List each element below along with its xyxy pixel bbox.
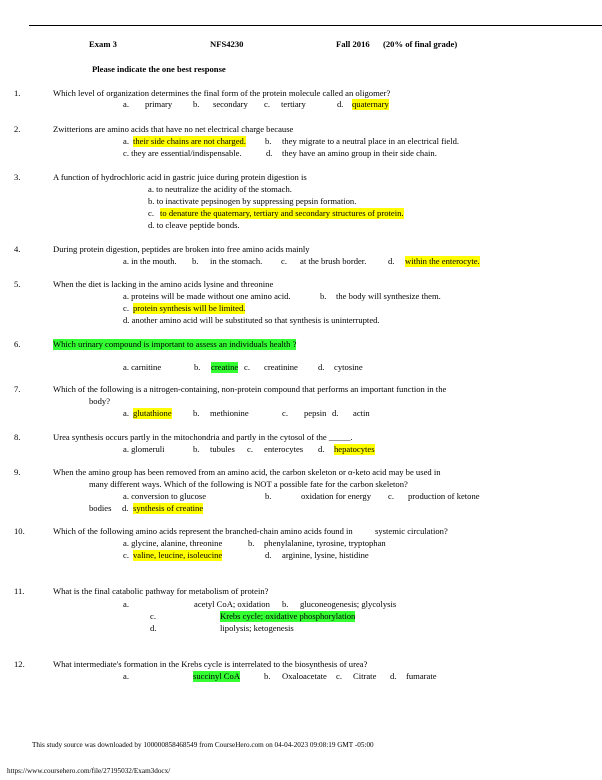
question-stem: Which level of organization determines the final form of the protein molecule called an oligomer? [53,88,391,98]
question-stem: What intermediate's formation in the Krebs cycle is interrelated to the biosynthesis of urea? [53,659,368,669]
option-d-answer-highlight: hepatocytes [334,444,375,454]
option-b: oxidation for energy [301,491,372,501]
option-b: phenylalanine, tyrosine, tryptophan [264,538,386,548]
question-stem: When the diet is lacking in the amino acids lysine and threonine [53,279,274,289]
option-b-letter: b. [194,362,201,372]
question-number: 10. [14,526,25,536]
option-d-letter: d. [266,148,273,158]
question-stem-continued: body? [89,396,111,406]
option-b: methionine [210,408,249,418]
option-a-letter: a. [123,671,129,681]
option-b-letter: b. [193,408,200,418]
course-code: NFS4230 [210,39,244,49]
option-a: acetyl CoA; oxidation [194,599,270,609]
option-d-letter: d. [332,408,339,418]
option-d-answer-highlight: quaternary [352,99,389,109]
option-d: fumarate [406,671,437,681]
option-b: b. to inactivate pepsinogen by suppressing pepsin formation. [148,196,357,206]
header-rule [29,25,602,26]
question-stem: Which of the following amino acids represent the branched-chain amino acids found in [53,526,353,536]
question-number: 12. [14,659,25,669]
option-c-letter: c. [244,362,250,372]
option-b-letter: b. [320,291,327,301]
option-b-letter: b. [264,671,271,681]
option-b: Oxaloacetate [282,671,327,681]
question-number: 2. [14,124,21,134]
option-c: tertiary [281,99,306,109]
option-d-letter: d. [388,256,395,266]
option-b-letter: b. [192,256,199,266]
question-number: 4. [14,244,21,254]
option-d: lipolysis; ketogenesis [220,623,294,633]
option-c-answer-highlight: protein synthesis will be limited. [133,303,246,313]
term: Fall 2016 [336,39,370,49]
option-d: arginine, lysine, histidine [282,550,369,560]
option-c: Citrate [353,671,377,681]
option-a-letter: a. [123,99,129,109]
option-d-letter: d. [122,503,129,513]
option-a: a. carnitine [123,362,162,372]
option-a: a. conversion to glucose [123,491,207,501]
question-number: 3. [14,172,21,182]
option-a: a. proteins will be made without one amino acid. [123,291,291,301]
option-c: at the brush border. [300,256,367,266]
exam-title: Exam 3 [89,39,117,49]
option-a: a. to neutralize the acidity of the stomach. [148,184,292,194]
option-d-answer-highlight: synthesis of creatine [133,503,204,513]
option-c-letter: c. [150,611,156,621]
question-number: 1. [14,88,21,98]
question-stem-tail: systemic circulation? [375,526,448,536]
option-c-letter: c. [123,550,129,560]
option-c: c. they are essential/indispensable. [123,148,242,158]
option-a: primary [145,99,173,109]
grade-weight: (20% of final grade) [383,39,458,49]
option-d: actin [353,408,370,418]
question-stem: When the amino group has been removed from an amino acid, the carbon skeleton or α-keto acid may be used in [53,467,441,477]
option-b: tubules [210,444,235,454]
option-c-answer-highlight: Krebs cycle; oxidative phosphorylation [220,611,356,621]
option-b-letter: b. [265,491,272,501]
option-a: a. glomeruli [123,444,165,454]
option-c: pepsin [304,408,327,418]
question-stem: During protein digestion, peptides are broken into free amino acids mainly [53,244,310,254]
option-d: they have an amino group in their side chain. [282,148,437,158]
option-a-letter: a. [123,408,129,418]
option-d: d. to cleave peptide bonds. [148,220,240,230]
question-number: 9. [14,467,21,477]
option-b: in the stomach. [210,256,263,266]
option-c-letter: c. [148,208,154,218]
option-c-answer-highlight: valine, leucine, isoleucine [133,550,223,560]
option-a: a. in the mouth. [123,256,177,266]
question-number: 11. [14,586,25,596]
option-b-letter: b. [265,136,272,146]
question-number: 8. [14,432,21,442]
instruction: Please indicate the one best response [92,64,226,74]
question-number: 5. [14,279,21,289]
option-c: production of ketone [408,491,480,501]
option-b-letter: b. [248,538,255,548]
question-stem-highlight: Which urinary compound is important to assess an individuals health ? [53,339,297,349]
question-stem: Urea synthesis occurs partly in the mitochondria and partly in the cytosol of the _____. [53,432,353,442]
option-c-letter: c. [282,408,288,418]
question-stem: A function of hydrochloric acid in gastric juice during protein digestion is [53,172,307,182]
question-number: 6. [14,339,21,349]
source-url[interactable]: https://www.coursehero.com/file/27195032/Exam3docx/ [7,767,171,775]
question-stem: Which of the following is a nitrogen-containing, non-protein compound that performs an important function in the [53,384,447,394]
option-c-letter: c. [264,99,270,109]
option-c-letter: c. [388,491,394,501]
question-stem: What is the final catabolic pathway for metabolism of protein? [53,586,269,596]
option-b: the body will synthesize them. [336,291,441,301]
option-a-answer-highlight: glutathione [133,408,172,418]
option-c-letter: c. [247,444,253,454]
option-b: secondary [213,99,248,109]
option-d-letter: d. [265,550,272,560]
option-c-answer-highlight: to denature the quaternary, tertiary and secondary structures of protein. [160,208,404,218]
option-b-letter: b. [282,599,289,609]
option-d-letter: d. [318,362,325,372]
option-a-letter: a. [123,599,129,609]
option-c-continued: bodies [89,503,112,513]
question-number: 7. [14,384,21,394]
option-d-letter: d. [390,671,397,681]
option-a-letter: a. [123,136,129,146]
option-b-letter: b. [193,444,200,454]
option-b-letter: b. [193,99,200,109]
option-d: d. another amino acid will be substituted so that synthesis is uninterrupted. [123,315,380,325]
option-a-answer-highlight: their side chains are not charged. [133,136,246,146]
option-b-answer-highlight: creatine [211,362,239,372]
option-d-letter: d. [318,444,325,454]
option-d-letter: d. [337,99,344,109]
option-b: they migrate to a neutral place in an electrical field. [282,136,460,146]
option-c-letter: c. [281,256,287,266]
option-c: enterocytes [264,444,304,454]
option-d-answer-highlight: within the enterocyte. [405,256,480,266]
option-a: a. glycine, alanine, threonine [123,538,223,548]
option-c: creatinine [264,362,298,372]
option-d-letter: d. [150,623,157,633]
question-stem: Zwitterions are amino acids that have no net electrical charge because [53,124,294,134]
option-d: cytosine [334,362,363,372]
option-c-letter: c. [336,671,342,681]
option-a-answer-highlight: succinyl CoA [193,671,241,681]
question-stem-continued: many different ways. Which of the following is NOT a possible fate for the carbon skeleton? [89,479,408,489]
download-notice: This study source was downloaded by 100000858468549 from CourseHero.com on 04-04-2023 09:08:19 GMT -05:00 [32,741,374,749]
option-b: gluconeogenesis; glycolysis [300,599,397,609]
option-c-letter: c. [123,303,129,313]
